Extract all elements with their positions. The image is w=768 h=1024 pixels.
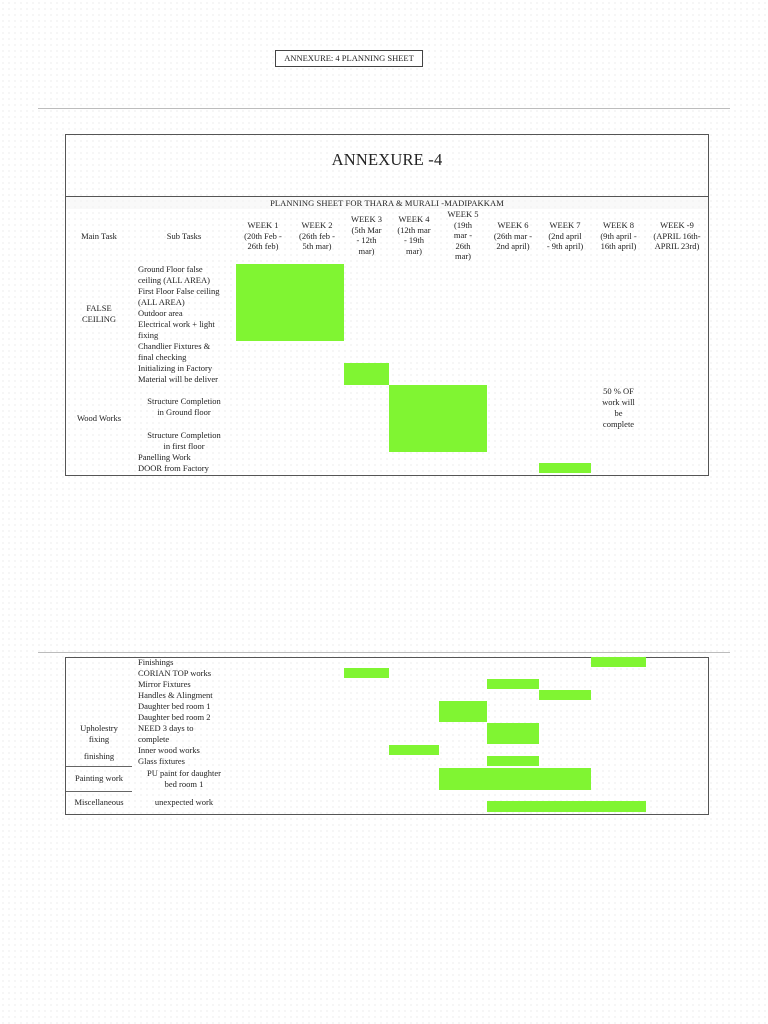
row-divider [66, 791, 132, 792]
bar-false-ceiling-weeks-1-2 [236, 264, 344, 341]
bar-structure-weeks-4-5 [389, 385, 487, 452]
subtask-structure-first-floor: Structure Completion in first floor [147, 430, 221, 451]
week-6-header: WEEK 6 (26th mar - 2nd april) [493, 220, 533, 251]
main-task-finishing: finishing [83, 751, 115, 761]
subtask-finishings: Finishings [138, 657, 174, 667]
subtask-ground-floor-false-ceiling: Ground Floor false ceiling (ALL AREA) [138, 264, 210, 285]
bar-handles-week-7 [539, 690, 591, 700]
subtask-chandlier-fixtures: Chandlier Fixtures & final checking [138, 341, 211, 362]
main-task-miscellaneous: Miscellaneous [74, 797, 124, 807]
progress-note: 50 % OF work will be complete [602, 386, 635, 429]
subtask-initializing-factory: Initializing in Factory [138, 363, 213, 373]
subtask-pu-paint: PU paint for daughter bed room 1 [147, 768, 221, 789]
bar-door-week-7 [539, 463, 591, 473]
table-subtitle: PLANNING SHEET FOR THARA & MURALI -MADIPAKKAM [270, 198, 504, 208]
bar-need-3-days-week-6 [487, 723, 539, 744]
page-break-divider [38, 652, 730, 653]
week-8-header: WEEK 8 (9th april - 16th april) [600, 220, 637, 251]
bar-unexpected-weeks-6-8 [487, 801, 646, 812]
week-5-header: WEEK 5 (19th mar - 26th mar) [447, 209, 479, 261]
subtask-panelling-work: Panelling Work [138, 452, 191, 462]
main-task-false-ceiling: FALSE CEILING [82, 303, 116, 324]
subtask-daughter-bedroom-2: Daughter bed room 2 [138, 712, 211, 722]
week-4-header: WEEK 4 (12th mar - 19th mar) [397, 214, 431, 256]
subtask-unexpected-work: unexpected work [154, 797, 214, 807]
bar-finishings-week-8 [591, 657, 646, 667]
page-title: ANNEXURE -4 [331, 150, 443, 169]
week-1-header: WEEK 1 (20th Feb - 26th feb) [244, 220, 282, 251]
bar-corian-week-3 [344, 668, 389, 678]
subtask-door-from-factory: DOOR from Factory [138, 463, 209, 473]
subtask-handles-alignment: Handles & Alingment [138, 690, 213, 700]
bar-glass-week-6 [487, 756, 539, 766]
week-9-header: WEEK -9 (APRIL 16th- APRIL 23rd) [653, 220, 701, 251]
week-7-header: WEEK 7 (2nd april - 9th april) [546, 220, 584, 251]
main-task-header: Main Task [81, 231, 117, 241]
row-divider [66, 766, 132, 767]
subtask-electrical-work: Electrical work + light fixing [138, 319, 215, 340]
main-task-painting: Painting work [75, 773, 123, 783]
sub-tasks-header: Sub Tasks [166, 231, 202, 241]
bar-daughter-rooms-week-5 [439, 701, 487, 722]
annexure-label: ANNEXURE: 4 PLANNING SHEET [275, 50, 423, 67]
subtask-first-floor-false-ceiling: First Floor False ceiling (ALL AREA) [138, 286, 220, 307]
subtask-material-delivery: Material will be deliver [138, 374, 219, 384]
subtask-daughter-bedroom-1: Daughter bed room 1 [138, 701, 211, 711]
week-3-header: WEEK 3 (5th Mar - 12th mar) [351, 214, 382, 256]
bar-inner-wood-week-4 [389, 745, 439, 755]
subtask-glass-fixtures: Glass fixtures [138, 756, 185, 766]
bar-initializing-week-3 [344, 363, 389, 385]
main-task-wood-works: Wood Works [76, 413, 122, 423]
subtask-inner-wood-works: Inner wood works [138, 745, 200, 755]
subtask-outdoor-area: Outdoor area [138, 308, 183, 318]
bar-pu-paint-weeks-5-7 [439, 768, 591, 790]
main-task-upholstery: Upholestry fixing [80, 723, 118, 744]
subtask-mirror-fixtures: Mirror Fixtures [138, 679, 191, 689]
subtask-need-3-days: NEED 3 days to complete [138, 723, 194, 744]
bar-mirror-week-6 [487, 679, 539, 689]
subtask-structure-ground-floor: Structure Completion in Ground floor [147, 396, 221, 417]
subtask-corian-top: CORIAN TOP works [138, 668, 212, 678]
week-2-header: WEEK 2 (26th feb - 5th mar) [299, 220, 335, 251]
page-divider [38, 108, 730, 109]
